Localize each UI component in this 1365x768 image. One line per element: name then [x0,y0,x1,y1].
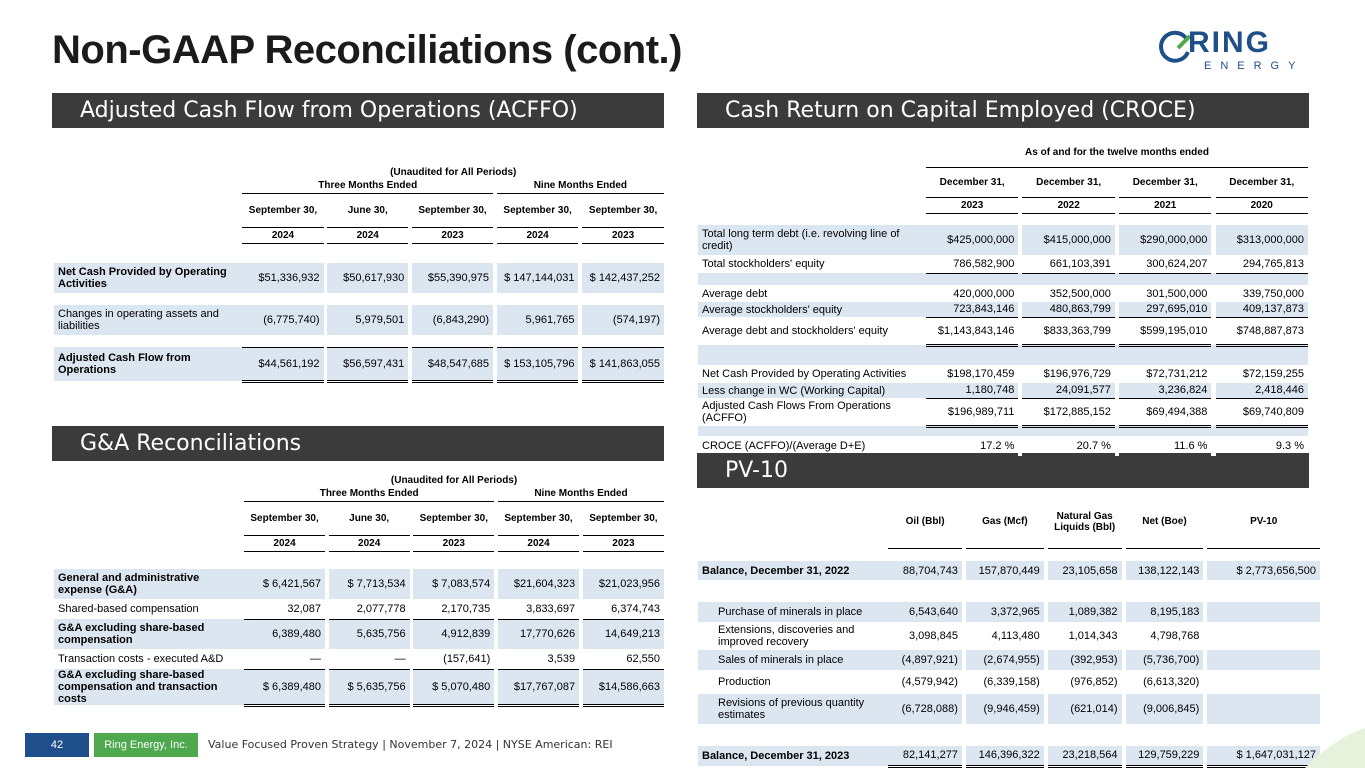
row-label: Net Cash Provided by Operating Activities [54,263,242,293]
table-row [698,383,1308,398]
year-header: 2024 [242,227,323,243]
cell-value: $198,170,459 [947,368,1015,380]
cell-value: 6,374,743 [583,599,664,619]
cell-value: 4,113,480 [991,630,1040,642]
cell-value: $21,023,956 [583,569,664,599]
cell-value: (4,579,942) [901,676,958,688]
table-row [698,365,1308,383]
row-label: Purchase of minerals in place [698,602,888,622]
cell-value: 17.2 % [980,440,1015,452]
cell-value: $ 142,437,252 [582,263,664,293]
cell-value: (6,339,158) [983,676,1040,688]
year-header: 2024 [327,227,408,243]
row-label: Balance, December 31, 2023 [698,746,888,766]
row-label: Sales of minerals in place [698,650,888,670]
section-bar-pv10: PV-10 [697,453,1309,488]
logo-swoosh-icon [1156,30,1192,66]
year-header: 2022 [1022,197,1114,213]
cell-value: (9,006,845) [1126,694,1204,724]
row-label: Net Cash Provided by Operating Activities [702,368,907,380]
row-label: Average debt [702,287,768,300]
cell-value: $44,561,192 [242,347,323,381]
cell-value: $69,740,809 [1216,398,1308,426]
cell-value: (6,613,320) [1143,676,1200,688]
year-header: 2023 [583,535,664,551]
unaudited-note: (Unaudited for All Periods) [390,166,517,178]
cell-value: 1,180,748 [926,383,1018,398]
col-header: September 30, [419,512,488,524]
cell-value: $ 7,083,574 [413,569,494,599]
cell-value: $196,989,711 [926,398,1018,426]
row-label: Shared-based compensation [58,603,199,615]
cell-value: 129,759,229 [1126,746,1204,766]
cell-value: $599,195,010 [1119,317,1211,345]
cell-value: 11.6 % [1173,440,1208,452]
cell-value: — [329,649,410,669]
row-label: Transaction costs - executed A&D [58,653,224,665]
cell-value: 146,396,322 [966,746,1044,766]
row-label: Balance, December 31, 2022 [698,561,888,580]
cell-value: 723,843,146 [926,302,1018,317]
nine-months-header: Nine Months Ended [498,487,664,501]
cell-value: $425,000,000 [926,225,1018,255]
cell-value: 480,863,799 [1022,302,1114,317]
cell-value: 352,500,000 [1049,287,1111,300]
cell-value: 4,912,839 [413,619,494,649]
cell-value: $ 153,105,796 [497,347,579,381]
col-header: December 31, [1229,176,1295,188]
row-label: Production [718,676,771,688]
cell-value: (157,641) [413,649,494,669]
col-header: Natural Gas Liquids (Bbl) [1048,496,1122,548]
cell-value [1207,650,1320,670]
three-months-header: Three Months Ended [242,179,493,193]
cell-value: (574,197) [582,305,664,335]
cell-value: $1,143,843,146 [926,317,1018,345]
footer [0,733,700,757]
cell-value: $51,336,932 [242,263,323,293]
col-header: June 30, [349,512,390,524]
cell-value: $415,000,000 [1022,225,1114,255]
cell-value: 5,961,765 [497,305,579,335]
year-header: 2021 [1119,197,1211,213]
nine-months-header: Nine Months Ended [497,179,664,193]
cell-value: (5,736,700) [1126,650,1204,670]
cell-value: 294,765,813 [1216,255,1308,273]
cell-value: (976,852) [1070,676,1118,688]
row-label: G&A excluding share-based compensation and transaction costs [54,669,244,705]
cell-value: 157,870,449 [966,561,1044,580]
cell-value: 9.3 % [1275,440,1304,452]
year-header: 2023 [413,535,494,551]
croce-table [698,139,1308,456]
col-header: September 30, [250,512,319,524]
cell-value: (6,728,088) [888,694,962,724]
table-row [54,569,664,599]
section-bar-croce: Cash Return on Capital Employed (CROCE) [697,93,1309,128]
cell-value: $313,000,000 [1216,225,1308,255]
cell-value: $ 7,713,534 [329,569,410,599]
cell-value: 5,635,756 [329,619,410,649]
cell-value: 786,582,900 [926,255,1018,273]
cell-value: — [244,649,325,669]
year-header: 2023 [926,197,1018,213]
cell-value: 32,087 [244,599,325,619]
cell-value: $56,597,431 [327,347,408,381]
cell-value [1207,670,1320,694]
company-badge: Ring Energy, Inc. [94,733,198,757]
table-row [54,649,664,669]
row-label: Revisions of previous quantity estimates [698,694,888,724]
row-label: General and administrative expense (G&A) [54,569,244,599]
cell-value: $48,547,685 [412,347,493,381]
cell-value: (392,953) [1048,650,1122,670]
cell-value: 3,236,824 [1119,383,1211,398]
cell-value: 1,014,343 [1068,630,1118,642]
table-row [698,436,1308,456]
col-header: Net (Boe) [1126,496,1204,548]
cell-value: 82,141,277 [888,746,962,766]
cell-value: 62,550 [583,649,664,669]
row-label: Less change in WC (Working Capital) [698,383,926,398]
cell-value: 14,649,213 [583,619,664,649]
table-row [698,650,1320,670]
row-label: Changes in operating assets and liabilities [54,305,242,335]
cell-value: $ 147,144,031 [497,263,579,293]
col-header: Oil (Bbl) [888,496,962,548]
corner-leaf-decoration-icon [1305,728,1365,768]
table-row [698,694,1320,724]
pv10-table [698,496,1320,768]
year-header: 2024 [498,535,579,551]
row-label: Total long term debt (i.e. revolving line of credit) [698,225,926,255]
cell-value: $ 5,635,756 [329,669,410,705]
section-bar-ga: G&A Reconciliations [52,426,664,461]
table-row [54,669,664,705]
col-header: December 31, [1036,176,1102,188]
table-row [698,670,1320,694]
cell-value: 1,089,382 [1048,602,1122,622]
cell-value: 20.7 % [1076,440,1111,452]
cell-value: 4,798,768 [1150,630,1200,642]
table-row [54,305,664,335]
cell-value: $55,390,975 [412,263,493,293]
three-months-header: Three Months Ended [244,487,494,501]
unaudited-note: (Unaudited for All Periods) [390,474,518,486]
cell-value: 24,091,577 [1022,383,1114,398]
year-header: 2023 [582,227,664,243]
col-header: September 30, [588,204,658,216]
table-row [698,302,1308,317]
cell-value: 2,418,446 [1216,383,1308,398]
cell-value: 300,624,207 [1119,255,1211,273]
row-label: Total stockholders' equity [702,258,825,270]
cell-value: 2,170,735 [413,599,494,619]
row-label: G&A excluding share-based compensation [54,619,244,649]
row-label: Average stockholders' equity [698,302,926,317]
cell-value: (6,843,290) [412,305,493,335]
cell-value: 301,500,000 [1146,287,1208,300]
cell-value: 17,770,626 [498,619,579,649]
cell-value: $290,000,000 [1119,225,1211,255]
row-label: Adjusted Cash Flow from Operations [54,347,242,381]
year-header: 2020 [1216,197,1308,213]
col-header: June 30, [347,204,388,216]
cell-value: $196,976,729 [1043,368,1111,380]
cell-value: (6,775,740) [242,305,323,335]
cell-value: 2,077,778 [329,599,410,619]
cell-value: $172,885,152 [1022,398,1114,426]
table-row [54,347,664,381]
col-header: PV-10 [1207,496,1320,548]
year-header: 2023 [412,227,493,243]
col-header: September 30, [248,204,318,216]
cell-value: (2,674,955) [966,650,1044,670]
cell-value: 420,000,000 [953,287,1015,300]
cell-value: (4,897,921) [888,650,962,670]
cell-value [1207,694,1320,724]
year-header: 2024 [244,535,325,551]
cell-value: $14,586,663 [583,669,664,705]
cell-value: 3,098,845 [909,630,958,642]
cell-value [1207,602,1320,622]
cell-value: 297,695,010 [1119,302,1211,317]
cell-value: 3,539 [498,649,579,669]
period-header: As of and for the twelve months ended [926,139,1308,167]
logo-subtext: ENERGY [1204,60,1305,72]
cell-value: $21,604,323 [498,569,579,599]
cell-value: $748,887,873 [1216,317,1308,345]
col-header: December 31, [939,176,1005,188]
col-header: September 30, [589,512,658,524]
cell-value: $72,731,212 [1146,368,1208,380]
cell-value: $72,159,255 [1242,368,1304,380]
cell-value: 6,389,480 [244,619,325,649]
cell-value: 339,750,000 [1242,287,1304,300]
cell-value: 3,372,965 [966,602,1044,622]
col-header: September 30, [503,204,572,216]
col-header: September 30, [418,204,487,216]
row-label: CROCE (ACFFO)/(Average D+E) [702,440,866,452]
cell-value: 6,543,640 [888,602,962,622]
page-title: Non-GAAP Reconciliations (cont.) [52,28,682,72]
cell-value: $833,363,799 [1022,317,1114,345]
ring-energy-logo [1156,26,1316,76]
table-row [698,225,1308,255]
page-number: 42 [25,733,89,757]
cell-value: $ 141,863,055 [582,347,664,381]
logo-text: RING [1188,26,1271,59]
table-row [698,602,1320,622]
cell-value: $69,494,388 [1119,398,1211,426]
cell-value: 3,833,697 [498,599,579,619]
cell-value: 409,137,873 [1216,302,1308,317]
cell-value [1207,622,1320,650]
table-row [54,263,664,293]
row-label: Adjusted Cash Flows From Operations (ACFFO) [702,400,891,424]
row-label: Extensions, discoveries and improved recovery [718,624,855,648]
cell-value: $ 1,647,031,127 [1207,746,1320,766]
section-bar-acffo: Adjusted Cash Flow from Operations (ACFFO) [52,93,664,128]
cell-value: 23,218,564 [1048,746,1122,766]
cell-value: 88,704,743 [888,561,962,580]
cell-value: 661,103,391 [1022,255,1114,273]
cell-value: 23,105,658 [1048,561,1122,580]
table-row [698,317,1308,345]
cell-value: $ 5,070,480 [413,669,494,705]
table-row [698,255,1308,273]
table-row [54,619,664,649]
cell-value: $ 2,773,656,500 [1207,561,1320,580]
row-label: Average debt and stockholders' equity [702,325,888,337]
table-row [698,622,1320,650]
table-row [698,561,1320,580]
table-row [698,285,1308,302]
cell-value: $17,767,087 [498,669,579,705]
col-header: Gas (Mcf) [966,496,1044,548]
cell-value: $ 6,421,567 [244,569,325,599]
footer-tagline: Value Focused Proven Strategy | November 7, 2024 | NYSE American: REI [208,738,613,751]
cell-value: 138,122,143 [1126,561,1204,580]
cell-value: (9,946,459) [966,694,1044,724]
cell-value: $50,617,930 [327,263,408,293]
cell-value: (621,014) [1048,694,1122,724]
table-row [698,398,1308,426]
acffo-table [54,165,664,383]
cell-value: 5,979,501 [327,305,408,335]
year-header: 2024 [497,227,579,243]
year-header: 2024 [329,535,410,551]
table-row [698,746,1320,766]
cell-value: 8,195,183 [1126,602,1204,622]
ga-table [54,473,664,707]
cell-value: $ 6,389,480 [244,669,325,705]
col-header: September 30, [504,512,573,524]
table-row [54,599,664,619]
col-header: December 31, [1132,176,1198,188]
